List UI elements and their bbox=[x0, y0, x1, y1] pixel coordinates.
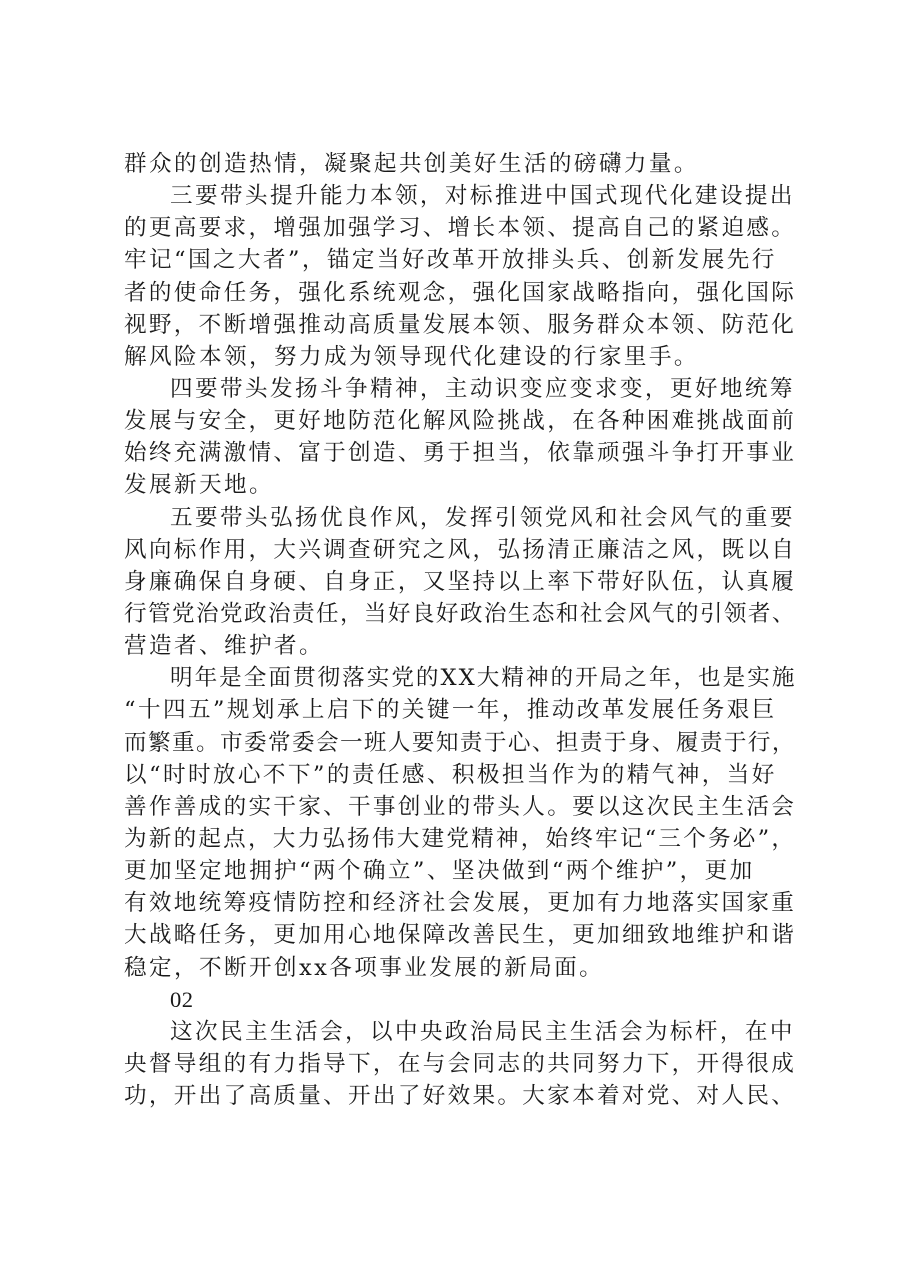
document-body bbox=[124, 148, 796, 1112]
text-line: 牢记“国之大者”，锚定当好改革开放排头兵、创新发展先行 bbox=[124, 247, 777, 274]
text-line: 群众的创造热情，凝聚起共创美好生活的磅礴力量。 bbox=[124, 151, 699, 177]
text-line: 大战略任务，更加用心地保障改善民生，更加细致地维护和谐 bbox=[124, 922, 797, 949]
text-line: 发展与安全，更好地防范化解风险挑战，在各种困难挑战面前 bbox=[124, 408, 797, 435]
paragraph-start-line: 五要带头弘扬优良作风，发挥引领党风和社会风气的重要 bbox=[170, 504, 795, 531]
text-line: 的更高要求，增强加强学习、增长本领、提高自己的紧迫感。 bbox=[124, 215, 797, 242]
text-line: 发展新天地。 bbox=[124, 472, 274, 499]
text-line: 有效地统筹疫情防控和经济社会发展，更加有力地落实国家重 bbox=[124, 890, 797, 917]
text-line: 始终充满激情、富于创造、勇于担当，依靠顽强斗争打开事业 bbox=[124, 440, 797, 467]
text-line: 更加坚定地拥护“两个确立”、坚决做到“两个维护”，更加 bbox=[124, 858, 755, 885]
text-line: 身廉确保自身硬、自身正，又坚持以上率下带好队伍，认真履 bbox=[124, 568, 797, 595]
paragraph-start-line: 这次民主生活会，以中央政治局民主生活会为标杆，在中 bbox=[170, 1018, 795, 1045]
text-line: 行管党治党政治责任，当好良好政治生态和社会风气的引领者、 bbox=[124, 600, 796, 627]
text-line: 视野，不断增强推动高质量发展本领、服务群众本领、防范化 bbox=[124, 311, 797, 338]
text-line: 而繁重。市委常委会一班人要知责于心、担责于身、履责于行， bbox=[124, 729, 796, 756]
text-line: 善作善成的实干家、干事创业的带头人。要以这次民主生活会 bbox=[124, 793, 797, 820]
text-line: 营造者、维护者。 bbox=[124, 633, 324, 660]
text-line: 为新的起点，大力弘扬伟大建党精神，始终牢记“三个务必”， bbox=[124, 825, 797, 852]
section-number: 02 bbox=[170, 986, 194, 1012]
text-line: 以“时时放心不下”的责任感、积极担当作为的精气神，当好 bbox=[124, 761, 777, 788]
text-line: 功，开出了高质量、开出了好效果。大家本着对党、对人民、 bbox=[124, 1083, 797, 1110]
text-line: 者的使命任务，强化系统观念，强化国家战略指向，强化国际 bbox=[124, 279, 797, 306]
paragraph-start-line: 明年是全面贯彻落实党的XX大精神的开局之年，也是实施 bbox=[170, 665, 797, 692]
paragraph-start-line: 四要带头发扬斗争精神，主动识变应变求变，更好地统筹 bbox=[170, 375, 795, 402]
text-line: 稳定，不断开创xx各项事业发展的新局面。 bbox=[124, 954, 605, 981]
text-line: 央督导组的有力指导下，在与会同志的共同努力下，开得很成 bbox=[124, 1050, 797, 1077]
text-line: 解风险本领，努力成为领导现代化建设的行家里手。 bbox=[124, 343, 699, 370]
text-line: “十四五”规划承上启下的关键一年，推动改革发展任务艰巨 bbox=[124, 697, 777, 724]
text-line: 风向标作用，大兴调查研究之风，弘扬清正廉洁之风，既以自 bbox=[124, 536, 797, 563]
paragraph-start-line: 三要带头提升能力本领，对标推进中国式现代化建设提出 bbox=[170, 183, 795, 210]
